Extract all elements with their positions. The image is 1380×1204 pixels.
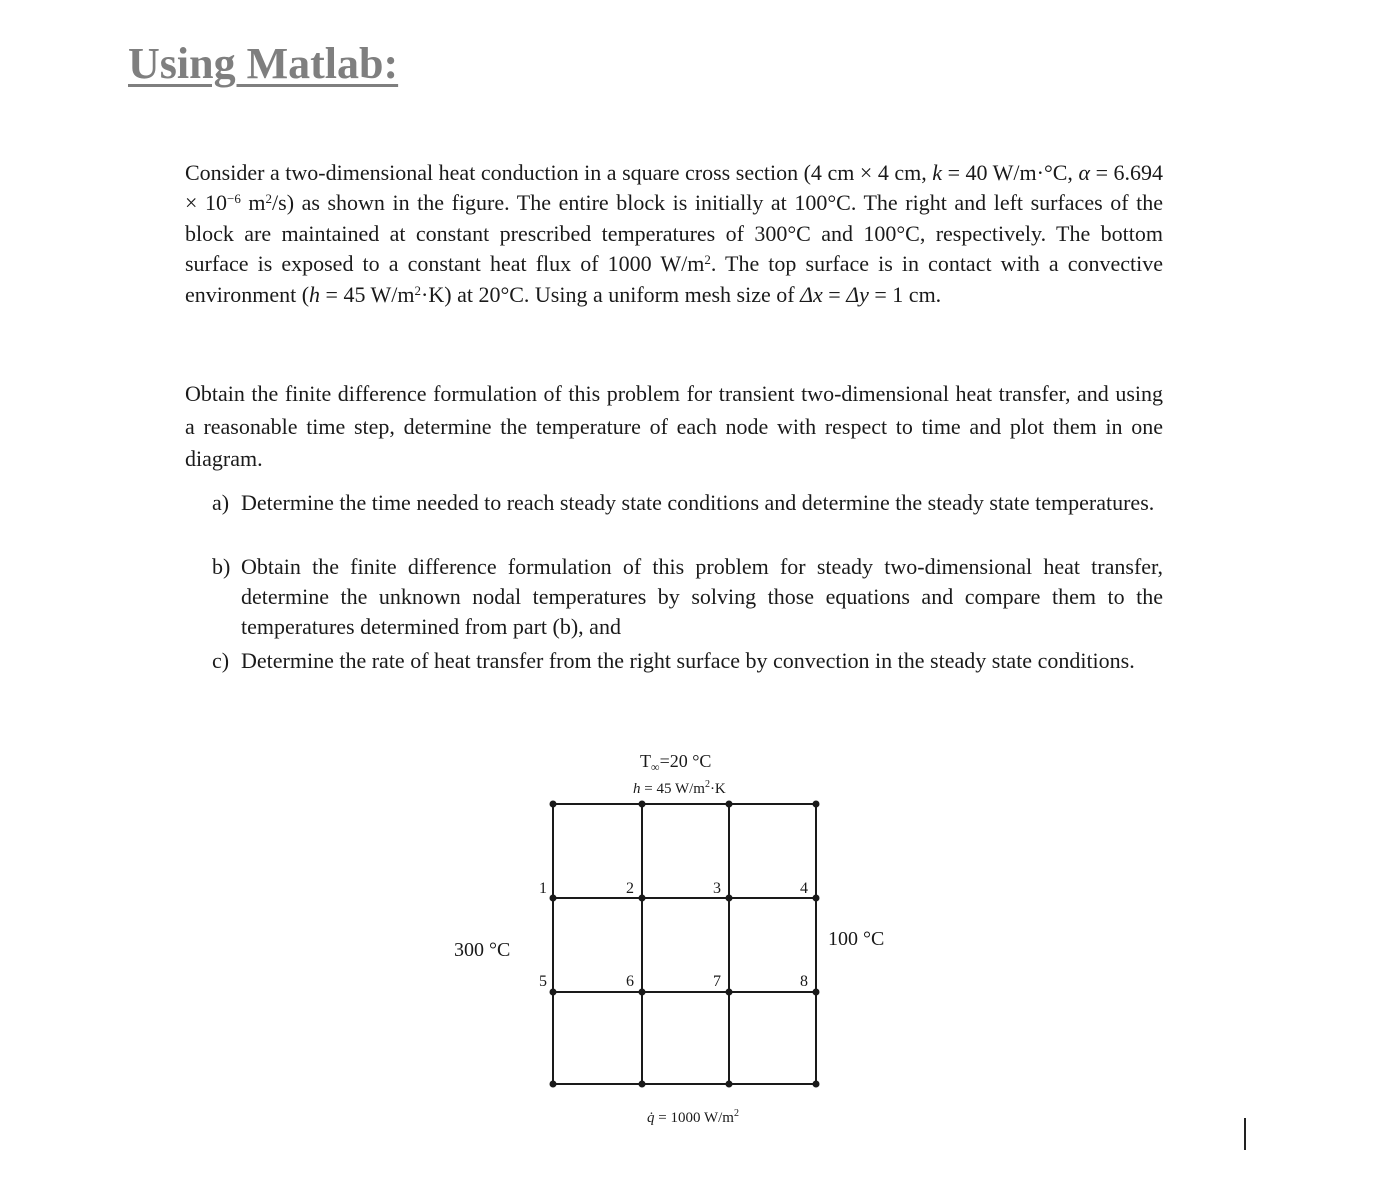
list-item-b: b) Obtain the finite difference formulation of this problem for steady two-dimensional heat transfer, determine the unknown nodal temperatures by solving those equations and compare them to the temperatures determined from part (b), and	[212, 554, 1163, 639]
node-label-2: 2	[626, 880, 634, 897]
list-item-c: c) Determine the rate of heat transfer from the right surface by convection in the steady state conditions.	[212, 648, 1135, 673]
mesh-nodes	[550, 801, 820, 1088]
node-label-6: 6	[626, 973, 634, 990]
right-boundary-temp: 100 °C	[828, 928, 885, 950]
top-ambient-temp: $T_\infty=20$ °C	[640, 751, 712, 774]
node-labels	[539, 880, 808, 990]
node-label-4: 4	[800, 880, 808, 897]
mesh-diagram	[430, 740, 930, 1140]
node-label-8: 8	[800, 973, 808, 990]
node-label-3: 3	[713, 880, 721, 897]
bottom-heat-flux: q̇ = 1000 $W/m^2$	[647, 1108, 739, 1126]
node-label-1: 1	[539, 880, 547, 897]
page-heading: Using Matlab:	[128, 39, 399, 88]
task-statement: Obtain the finite difference formulation of this problem for transient two-dimensional heat transfer, and using a reasonable time step, determine the temperature of each node with respect to time and plot them in one diagram.	[185, 381, 1163, 471]
text-cursor	[1244, 1118, 1246, 1150]
left-boundary-temp: 300 °C	[454, 939, 511, 961]
problem-statement: Consider a two-dimensional heat conduction in a square cross section (4 cm × 4 cm, k = 40 W/m·°C, $\alpha = 6.694 \times 10^{-6}$ $m^2/s$) as shown in the figure. The entire block is initially at 100°C. The right and left surfaces of the block are maintained at constant prescribed temperatures of 300°C and 100°C, respectively. The bottom surface is exposed to a constant heat flux of 1000 $W/m^2$. The top surface is in contact with a convective environment (h = 45 $W/m^2\cdot K$) at 20°C. Using a uniform mesh size of Δx = Δy = 1 cm.	[185, 160, 1164, 307]
top-convection-coeff: h = 45 $W/m^2\cdot K$	[633, 779, 726, 797]
list-item-a: a) Determine the time needed to reach steady state conditions and determine the steady state temperatures.	[212, 490, 1155, 515]
node-label-7: 7	[713, 973, 721, 990]
mesh-grid	[553, 804, 816, 1084]
node-label-5: 5	[539, 973, 547, 990]
